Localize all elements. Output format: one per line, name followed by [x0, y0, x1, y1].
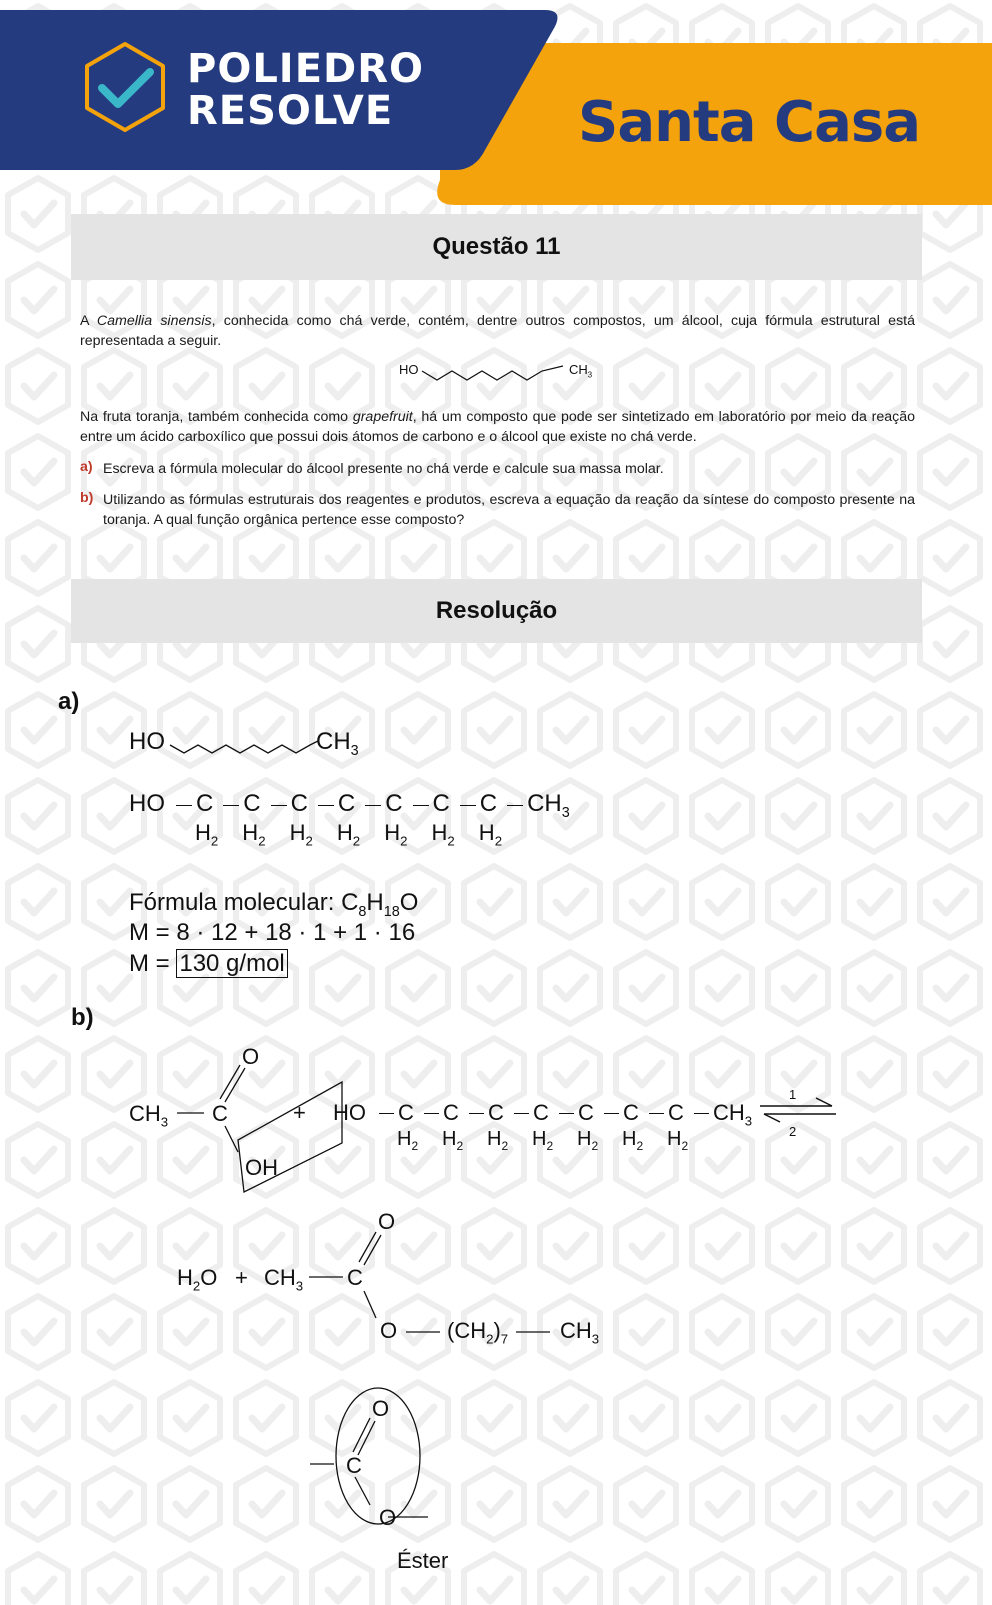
arrow-reverse-label: 2	[789, 1124, 797, 1139]
b-ester-carbon: C	[347, 1265, 363, 1290]
chain-h2: $H_2$	[195, 820, 219, 849]
item-b-text: Utilizando as fórmulas estruturais dos reagentes e produtos, escreva a equação da reação da síntese do composto presente na toranja. A qual função orgânica pertence esse composto?	[103, 492, 915, 528]
chain-bond	[424, 1113, 439, 1114]
chain-carbon: C	[337, 790, 356, 817]
chain-carbon: C	[243, 790, 261, 817]
b-plus-sign-2: +	[235, 1265, 248, 1290]
exam-name: Santa Casa	[578, 90, 921, 155]
b-acid-carbon: C	[212, 1101, 228, 1126]
chain-carbon: C	[479, 790, 498, 817]
chain-carbon: C	[623, 1100, 639, 1125]
chain-bond	[649, 1113, 664, 1114]
chain-bond	[460, 805, 476, 806]
chain-ho: HO	[333, 1100, 366, 1125]
struct-ho-label: HO	[399, 362, 419, 377]
item-b-letter: b)	[80, 490, 94, 506]
a-skeletal-ch3: $CH_3$	[316, 728, 359, 759]
part-a-label: a)	[58, 688, 80, 715]
fg-ether-oxygen: O	[379, 1505, 397, 1530]
b-water: $H_2O$	[177, 1265, 218, 1294]
fruit-name: grapefruit	[352, 409, 413, 425]
chain-carbon: C	[398, 1100, 414, 1125]
chain-h2: $H_2$	[577, 1128, 599, 1153]
chain-bond	[413, 805, 429, 806]
b-acid-oh: OH	[245, 1155, 278, 1180]
question-title: Questão 11	[71, 214, 922, 280]
chain-carbon: C	[196, 790, 214, 817]
chain-h2: $H_2$	[431, 820, 455, 849]
chain-ch3: $CH_3$	[527, 790, 570, 821]
molar-mass-calculation: M = 8 · 12 + 18 · 1 + 1 · 16	[129, 919, 416, 946]
equilibrium-arrow	[758, 1090, 838, 1130]
chain-bond	[604, 1113, 619, 1114]
chain-carbon: C	[578, 1100, 594, 1125]
chain-h2: $H_2$	[487, 1128, 509, 1153]
chain-h2: $H_2$	[242, 820, 266, 849]
b-ester-ch2-group: $(CH_2)_7$	[447, 1318, 509, 1347]
chain-h2: $H_2$	[667, 1128, 689, 1153]
resolution-title: Resolução	[71, 579, 922, 643]
arrow-forward-label: 1	[789, 1087, 797, 1102]
alcohol-zigzag	[420, 362, 570, 386]
item-a-text: Escreva a fórmula molecular do álcool presente no chá verde e calcule sua massa molar.	[103, 461, 664, 477]
chain-carbon: C	[443, 1100, 459, 1125]
a-skeletal-zigzag	[168, 735, 318, 759]
chain-h2: $H_2$	[336, 820, 361, 849]
chain-bond	[507, 805, 523, 806]
chain-carbon: C	[432, 790, 450, 817]
fg-carbon: C	[346, 1453, 362, 1478]
chain-bond	[223, 805, 239, 806]
chain-carbon: C	[488, 1100, 504, 1125]
chain-carbon: C	[290, 790, 308, 817]
chain-bond	[365, 805, 381, 806]
chain-bond	[318, 805, 334, 806]
chain-h2: $H_2$	[289, 820, 313, 849]
question-intro: A Camellia sinensis, conhecida como chá verde, contém, dentre outros compostos, um álcool, cuja fórmula estrutural está representada a seguir.	[80, 313, 915, 349]
b-ester-ch3: $CH_3$	[264, 1265, 304, 1294]
b-acid-ch3: $CH_3$	[129, 1101, 169, 1130]
molar-mass-result: M = 130 g/mol	[129, 950, 288, 978]
chain-h2: $H_2$	[622, 1128, 644, 1153]
brand-line-2: RESOLVE	[187, 88, 394, 134]
b-acid-oxygen: O	[242, 1044, 260, 1069]
chain-bond	[559, 1113, 574, 1114]
chain-carbon: C	[533, 1100, 549, 1125]
chain-h2: $H_2$	[478, 820, 503, 849]
b-plus-sign: +	[293, 1100, 306, 1125]
chain-bond	[271, 805, 287, 806]
item-a-letter: a)	[80, 459, 93, 475]
molar-mass-boxed-value: 130 g/mol	[176, 949, 287, 978]
chain-ch3: $CH_3$	[713, 1100, 753, 1129]
chain-h2: $H_2$	[397, 1128, 419, 1153]
chain-bond	[694, 1113, 709, 1114]
water-elimination-box	[238, 1082, 342, 1192]
chain-ho: HO	[129, 790, 165, 817]
part-b-label: b)	[71, 1004, 94, 1031]
b-ester-carbonyl-oxygen: O	[378, 1209, 396, 1234]
chain-h2: $H_2$	[384, 820, 408, 849]
chain-bond	[469, 1113, 484, 1114]
fg-carbonyl-oxygen: O	[372, 1396, 390, 1421]
species-name: Camellia sinensis	[96, 313, 212, 329]
chain-bond	[379, 1113, 394, 1114]
b-ester-oxygen: O	[380, 1318, 398, 1343]
organic-function-name: Éster	[397, 1548, 449, 1573]
brand-line-1: POLIEDRO	[187, 46, 425, 92]
b-ester-terminal-ch3: $CH_3$	[560, 1318, 600, 1347]
chain-carbon: C	[385, 790, 403, 817]
struct-ch3-label: $CH_3$	[569, 362, 593, 380]
question-context: Na fruta toranja, também conhecida como grapefruit, há um composto que pode ser sintetizado em laboratório por meio da reação entre um ácido carboxílico que possui dois átomos de carbono e o álcool que existe no chá verde.	[80, 409, 915, 445]
chain-bond	[514, 1113, 529, 1114]
chain-h2: $H_2$	[532, 1128, 554, 1153]
chain-carbon: C	[668, 1100, 684, 1125]
a-skeletal-ho: HO	[129, 728, 165, 755]
chain-bond	[176, 805, 192, 806]
chain-h2: $H_2$	[442, 1128, 464, 1153]
molecular-formula: Fórmula molecular: $C_8H_{18}O$	[129, 889, 419, 920]
b-ester-bonds	[300, 1210, 560, 1350]
